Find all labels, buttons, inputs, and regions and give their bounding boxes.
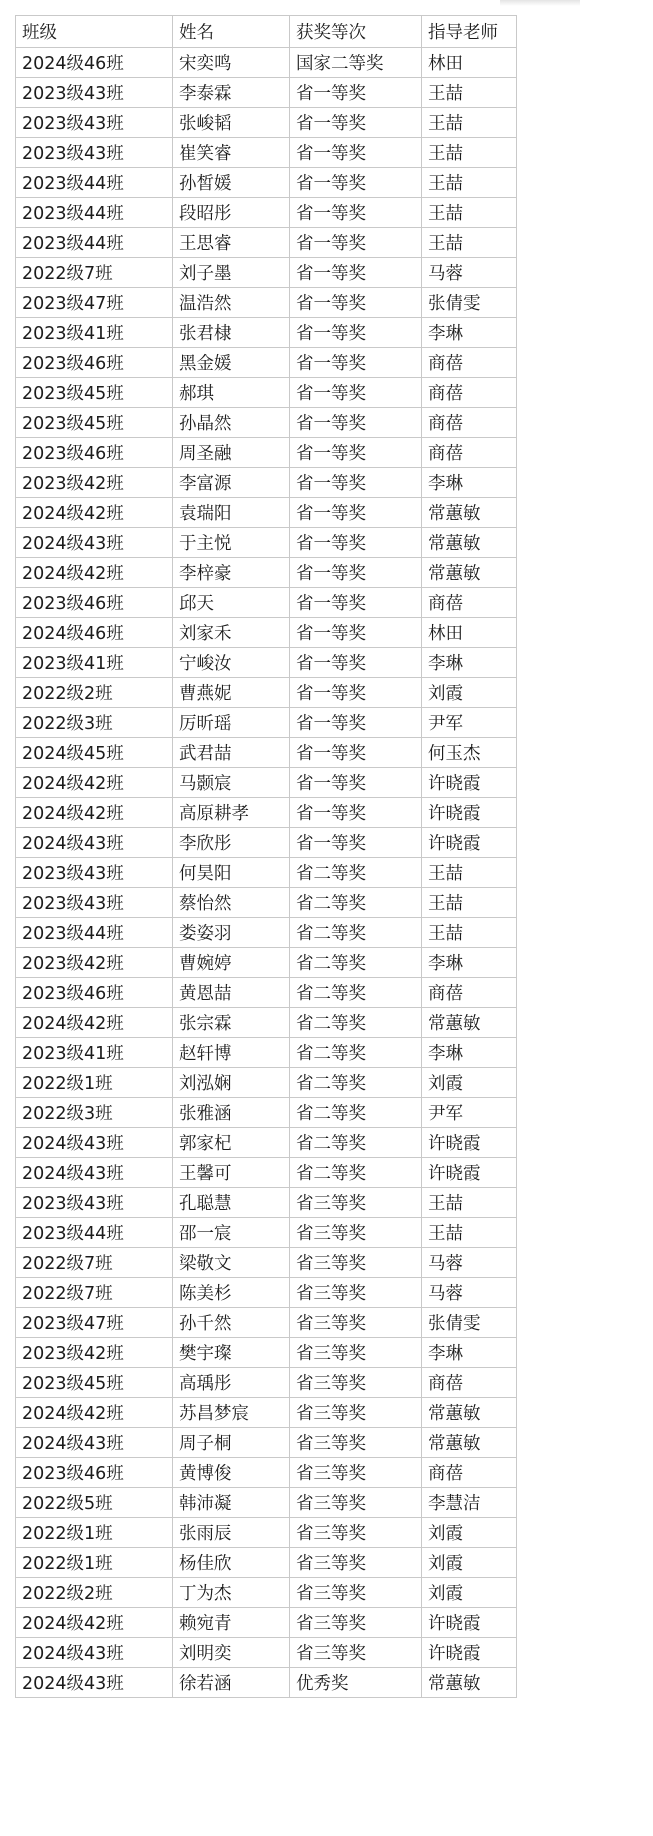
cell-award-level: 省二等奖 <box>290 1128 422 1158</box>
cell-name: 周圣融 <box>173 438 290 468</box>
cell-class: 2023级42班 <box>16 468 173 498</box>
cell-award-level: 省一等奖 <box>290 198 422 228</box>
cell-teacher: 王喆 <box>422 168 517 198</box>
cell-name: 宁峻汝 <box>173 648 290 678</box>
cell-teacher: 马蓉 <box>422 1248 517 1278</box>
cell-teacher: 刘霞 <box>422 678 517 708</box>
cell-teacher: 许晓霞 <box>422 798 517 828</box>
cell-name: 刘家禾 <box>173 618 290 648</box>
cell-award-level: 省一等奖 <box>290 678 422 708</box>
cell-name: 黄恩喆 <box>173 978 290 1008</box>
table-row <box>16 48 517 78</box>
cell-name: 李梓豪 <box>173 558 290 588</box>
cell-teacher: 商蓓 <box>422 378 517 408</box>
cell-teacher: 许晓霞 <box>422 1128 517 1158</box>
cell-name: 孔聪慧 <box>173 1188 290 1218</box>
cell-class: 2023级43班 <box>16 138 173 168</box>
table-row <box>16 1488 517 1518</box>
cell-award-level: 省二等奖 <box>290 1158 422 1188</box>
table-row <box>16 1098 517 1128</box>
cell-class: 2023级47班 <box>16 288 173 318</box>
cell-teacher: 尹军 <box>422 1098 517 1128</box>
cell-award-level: 省一等奖 <box>290 258 422 288</box>
cell-name: 李欣彤 <box>173 828 290 858</box>
cell-name: 马颢宸 <box>173 768 290 798</box>
cell-name: 段昭彤 <box>173 198 290 228</box>
table-row <box>16 1668 517 1698</box>
header-class: 班级 <box>16 16 173 48</box>
cell-teacher: 王喆 <box>422 1188 517 1218</box>
table-row <box>16 378 517 408</box>
cell-teacher: 张倩雯 <box>422 288 517 318</box>
cell-name: 邱天 <box>173 588 290 618</box>
cell-award-level: 省一等奖 <box>290 78 422 108</box>
cell-teacher: 李琳 <box>422 648 517 678</box>
cell-name: 孙皙媛 <box>173 168 290 198</box>
cell-class: 2023级44班 <box>16 918 173 948</box>
cell-award-level: 省一等奖 <box>290 168 422 198</box>
cell-award-level: 省一等奖 <box>290 528 422 558</box>
table-row <box>16 1068 517 1098</box>
cell-name: 赵轩博 <box>173 1038 290 1068</box>
cell-name: 蔡怡然 <box>173 888 290 918</box>
cell-award-level: 国家二等奖 <box>290 48 422 78</box>
cell-name: 杨佳欣 <box>173 1548 290 1578</box>
cell-class: 2024级42班 <box>16 1008 173 1038</box>
cell-class: 2023级44班 <box>16 168 173 198</box>
cell-name: 陈美杉 <box>173 1278 290 1308</box>
table-row <box>16 738 517 768</box>
cell-name: 刘明奕 <box>173 1638 290 1668</box>
cell-class: 2024级43班 <box>16 1128 173 1158</box>
cell-class: 2023级45班 <box>16 408 173 438</box>
cell-class: 2022级5班 <box>16 1488 173 1518</box>
table-row <box>16 1308 517 1338</box>
cell-teacher: 尹军 <box>422 708 517 738</box>
cell-award-level: 省三等奖 <box>290 1368 422 1398</box>
cell-class: 2024级45班 <box>16 738 173 768</box>
cell-award-level: 省一等奖 <box>290 558 422 588</box>
cell-teacher: 林田 <box>422 618 517 648</box>
cell-award-level: 省三等奖 <box>290 1518 422 1548</box>
cell-name: 张君棣 <box>173 318 290 348</box>
table-row <box>16 528 517 558</box>
cell-name: 宋奕鸣 <box>173 48 290 78</box>
table-row <box>16 678 517 708</box>
cell-award-level: 省一等奖 <box>290 648 422 678</box>
cell-teacher: 李慧洁 <box>422 1488 517 1518</box>
cell-award-level: 省三等奖 <box>290 1338 422 1368</box>
cell-award-level: 省三等奖 <box>290 1308 422 1338</box>
cell-award-level: 省一等奖 <box>290 288 422 318</box>
table-row <box>16 498 517 528</box>
table-row <box>16 198 517 228</box>
table-row <box>16 1188 517 1218</box>
cell-class: 2023级46班 <box>16 588 173 618</box>
cell-class: 2022级1班 <box>16 1548 173 1578</box>
cell-class: 2022级1班 <box>16 1068 173 1098</box>
cell-award-level: 省一等奖 <box>290 468 422 498</box>
cell-name: 张峻韬 <box>173 108 290 138</box>
cell-class: 2022级7班 <box>16 1278 173 1308</box>
table-row <box>16 888 517 918</box>
table-row <box>16 1008 517 1038</box>
cell-class: 2024级42班 <box>16 1608 173 1638</box>
cell-teacher: 王喆 <box>422 918 517 948</box>
table-header-row <box>16 16 517 48</box>
cell-name: 曹燕妮 <box>173 678 290 708</box>
table-row <box>16 288 517 318</box>
cell-award-level: 省二等奖 <box>290 948 422 978</box>
cell-name: 黑金媛 <box>173 348 290 378</box>
cell-class: 2023级43班 <box>16 78 173 108</box>
cell-name: 徐若涵 <box>173 1668 290 1698</box>
cell-award-level: 省一等奖 <box>290 588 422 618</box>
table-row <box>16 1248 517 1278</box>
cell-class: 2023级42班 <box>16 948 173 978</box>
table-row <box>16 108 517 138</box>
cell-class: 2023级44班 <box>16 228 173 258</box>
table-row <box>16 1038 517 1068</box>
cell-class: 2023级44班 <box>16 198 173 228</box>
table-row <box>16 78 517 108</box>
cell-class: 2022级7班 <box>16 258 173 288</box>
table-row <box>16 1638 517 1668</box>
table-row <box>16 798 517 828</box>
cell-award-level: 省三等奖 <box>290 1248 422 1278</box>
table-row <box>16 978 517 1008</box>
cell-class: 2024级46班 <box>16 48 173 78</box>
cell-name: 樊宇璨 <box>173 1338 290 1368</box>
cell-teacher: 张倩雯 <box>422 1308 517 1338</box>
table-row <box>16 918 517 948</box>
table-row <box>16 1548 517 1578</box>
cell-teacher: 何玉杰 <box>422 738 517 768</box>
cell-teacher: 商蓓 <box>422 1458 517 1488</box>
cell-name: 郝琪 <box>173 378 290 408</box>
cell-name: 邵一宸 <box>173 1218 290 1248</box>
cell-class: 2023级45班 <box>16 378 173 408</box>
cell-name: 温浩然 <box>173 288 290 318</box>
cell-class: 2024级46班 <box>16 618 173 648</box>
table-row <box>16 1608 517 1638</box>
cell-class: 2023级46班 <box>16 438 173 468</box>
cell-teacher: 李琳 <box>422 1338 517 1368</box>
cell-class: 2024级42班 <box>16 768 173 798</box>
cell-award-level: 省一等奖 <box>290 798 422 828</box>
cell-teacher: 王喆 <box>422 228 517 258</box>
cell-name: 高原耕孝 <box>173 798 290 828</box>
table-row <box>16 1278 517 1308</box>
table-row <box>16 468 517 498</box>
cell-name: 李富源 <box>173 468 290 498</box>
cell-name: 武君喆 <box>173 738 290 768</box>
cell-class: 2023级46班 <box>16 978 173 1008</box>
cell-award-level: 优秀奖 <box>290 1668 422 1698</box>
cell-award-level: 省二等奖 <box>290 978 422 1008</box>
cell-name: 黄博俊 <box>173 1458 290 1488</box>
table-row <box>16 138 517 168</box>
cell-teacher: 商蓓 <box>422 588 517 618</box>
cell-class: 2024级43班 <box>16 1158 173 1188</box>
table-row <box>16 708 517 738</box>
cell-award-level: 省一等奖 <box>290 738 422 768</box>
cell-class: 2023级46班 <box>16 1458 173 1488</box>
cell-teacher: 常蕙敏 <box>422 1428 517 1458</box>
cell-award-level: 省二等奖 <box>290 1038 422 1068</box>
cell-class: 2024级42班 <box>16 1398 173 1428</box>
cell-teacher: 常蕙敏 <box>422 1008 517 1038</box>
cell-teacher: 王喆 <box>422 888 517 918</box>
cell-class: 2024级42班 <box>16 558 173 588</box>
cell-name: 娄姿羽 <box>173 918 290 948</box>
cell-award-level: 省三等奖 <box>290 1398 422 1428</box>
cell-award-level: 省二等奖 <box>290 918 422 948</box>
table-row <box>16 258 517 288</box>
cell-teacher: 常蕙敏 <box>422 558 517 588</box>
cell-class: 2022级3班 <box>16 1098 173 1128</box>
cell-award-level: 省三等奖 <box>290 1578 422 1608</box>
cell-award-level: 省三等奖 <box>290 1488 422 1518</box>
cell-name: 曹婉婷 <box>173 948 290 978</box>
table-row <box>16 348 517 378</box>
cell-teacher: 常蕙敏 <box>422 1668 517 1698</box>
cell-class: 2023级41班 <box>16 318 173 348</box>
cell-teacher: 林田 <box>422 48 517 78</box>
table-row <box>16 1128 517 1158</box>
cell-teacher: 马蓉 <box>422 1278 517 1308</box>
cell-name: 厉昕瑶 <box>173 708 290 738</box>
cell-class: 2022级2班 <box>16 1578 173 1608</box>
cell-name: 韩沛凝 <box>173 1488 290 1518</box>
cell-teacher: 许晓霞 <box>422 1158 517 1188</box>
top-edge-shadow <box>500 0 580 6</box>
cell-teacher: 李琳 <box>422 468 517 498</box>
cell-teacher: 刘霞 <box>422 1068 517 1098</box>
cell-class: 2022级2班 <box>16 678 173 708</box>
cell-award-level: 省二等奖 <box>290 888 422 918</box>
cell-teacher: 李琳 <box>422 318 517 348</box>
cell-teacher: 许晓霞 <box>422 828 517 858</box>
header-name: 姓名 <box>173 16 290 48</box>
cell-teacher: 刘霞 <box>422 1518 517 1548</box>
award-table <box>15 15 517 1698</box>
cell-teacher: 李琳 <box>422 1038 517 1068</box>
cell-class: 2024级43班 <box>16 828 173 858</box>
cell-class: 2023级42班 <box>16 1338 173 1368</box>
cell-teacher: 王喆 <box>422 78 517 108</box>
cell-name: 何昊阳 <box>173 858 290 888</box>
cell-name: 孙晶然 <box>173 408 290 438</box>
cell-award-level: 省一等奖 <box>290 138 422 168</box>
table-row <box>16 1398 517 1428</box>
table-row <box>16 438 517 468</box>
cell-name: 赖宛青 <box>173 1608 290 1638</box>
cell-award-level: 省一等奖 <box>290 708 422 738</box>
cell-award-level: 省一等奖 <box>290 348 422 378</box>
cell-class: 2024级43班 <box>16 1428 173 1458</box>
cell-name: 李泰霖 <box>173 78 290 108</box>
cell-award-level: 省一等奖 <box>290 318 422 348</box>
cell-class: 2024级42班 <box>16 798 173 828</box>
cell-class: 2023级41班 <box>16 648 173 678</box>
cell-teacher: 许晓霞 <box>422 1638 517 1668</box>
cell-teacher: 王喆 <box>422 1218 517 1248</box>
table-row <box>16 1578 517 1608</box>
cell-name: 高瑀彤 <box>173 1368 290 1398</box>
cell-teacher: 许晓霞 <box>422 1608 517 1638</box>
cell-award-level: 省三等奖 <box>290 1608 422 1638</box>
cell-award-level: 省一等奖 <box>290 618 422 648</box>
cell-award-level: 省二等奖 <box>290 1098 422 1128</box>
table-row <box>16 1368 517 1398</box>
cell-teacher: 王喆 <box>422 198 517 228</box>
cell-teacher: 商蓓 <box>422 438 517 468</box>
cell-name: 苏昌梦宸 <box>173 1398 290 1428</box>
cell-name: 张宗霖 <box>173 1008 290 1038</box>
cell-name: 孙千然 <box>173 1308 290 1338</box>
cell-class: 2023级44班 <box>16 1218 173 1248</box>
table-row <box>16 1338 517 1368</box>
cell-name: 梁敬文 <box>173 1248 290 1278</box>
table-row <box>16 1518 517 1548</box>
table-body <box>16 16 517 1698</box>
cell-teacher: 刘霞 <box>422 1578 517 1608</box>
cell-class: 2022级7班 <box>16 1248 173 1278</box>
cell-name: 王思睿 <box>173 228 290 258</box>
cell-award-level: 省一等奖 <box>290 108 422 138</box>
cell-teacher: 常蕙敏 <box>422 1398 517 1428</box>
table-row <box>16 408 517 438</box>
cell-class: 2023级46班 <box>16 348 173 378</box>
table-row <box>16 558 517 588</box>
cell-teacher: 李琳 <box>422 948 517 978</box>
cell-award-level: 省一等奖 <box>290 378 422 408</box>
cell-teacher: 商蓓 <box>422 1368 517 1398</box>
cell-teacher: 常蕙敏 <box>422 528 517 558</box>
cell-class: 2022级1班 <box>16 1518 173 1548</box>
cell-name: 刘泓娴 <box>173 1068 290 1098</box>
table-row <box>16 828 517 858</box>
cell-award-level: 省二等奖 <box>290 1068 422 1098</box>
table-row <box>16 1218 517 1248</box>
cell-teacher: 常蕙敏 <box>422 498 517 528</box>
cell-award-level: 省三等奖 <box>290 1428 422 1458</box>
table-row <box>16 588 517 618</box>
cell-name: 周子桐 <box>173 1428 290 1458</box>
cell-award-level: 省一等奖 <box>290 438 422 468</box>
cell-name: 张雨辰 <box>173 1518 290 1548</box>
cell-teacher: 王喆 <box>422 858 517 888</box>
cell-class: 2024级43班 <box>16 1638 173 1668</box>
cell-award-level: 省三等奖 <box>290 1638 422 1668</box>
cell-class: 2024级43班 <box>16 1668 173 1698</box>
cell-name: 王馨可 <box>173 1158 290 1188</box>
cell-teacher: 许晓霞 <box>422 768 517 798</box>
cell-award-level: 省二等奖 <box>290 1008 422 1038</box>
cell-award-level: 省三等奖 <box>290 1218 422 1248</box>
table-row <box>16 858 517 888</box>
cell-class: 2023级43班 <box>16 888 173 918</box>
cell-award-level: 省三等奖 <box>290 1188 422 1218</box>
cell-name: 袁瑞阳 <box>173 498 290 528</box>
cell-name: 刘子墨 <box>173 258 290 288</box>
table-row <box>16 948 517 978</box>
cell-name: 于主悦 <box>173 528 290 558</box>
cell-award-level: 省三等奖 <box>290 1548 422 1578</box>
table-row <box>16 1458 517 1488</box>
cell-class: 2023级43班 <box>16 1188 173 1218</box>
cell-award-level: 省一等奖 <box>290 828 422 858</box>
cell-class: 2023级43班 <box>16 858 173 888</box>
table-row <box>16 228 517 258</box>
cell-teacher: 商蓓 <box>422 348 517 378</box>
cell-class: 2023级45班 <box>16 1368 173 1398</box>
cell-award-level: 省一等奖 <box>290 498 422 528</box>
cell-award-level: 省一等奖 <box>290 228 422 258</box>
cell-award-level: 省三等奖 <box>290 1278 422 1308</box>
cell-class: 2023级47班 <box>16 1308 173 1338</box>
table-row <box>16 168 517 198</box>
cell-teacher: 商蓓 <box>422 978 517 1008</box>
cell-name: 张雅涵 <box>173 1098 290 1128</box>
table-row <box>16 1158 517 1188</box>
cell-teacher: 王喆 <box>422 108 517 138</box>
header-award-level: 获奖等次 <box>290 16 422 48</box>
cell-award-level: 省一等奖 <box>290 408 422 438</box>
table-row <box>16 618 517 648</box>
cell-teacher: 马蓉 <box>422 258 517 288</box>
cell-class: 2022级3班 <box>16 708 173 738</box>
cell-class: 2023级43班 <box>16 108 173 138</box>
table-row <box>16 648 517 678</box>
cell-award-level: 省一等奖 <box>290 768 422 798</box>
cell-class: 2024级43班 <box>16 528 173 558</box>
cell-class: 2023级41班 <box>16 1038 173 1068</box>
cell-award-level: 省三等奖 <box>290 1458 422 1488</box>
cell-award-level: 省二等奖 <box>290 858 422 888</box>
table-row <box>16 768 517 798</box>
cell-name: 崔笑睿 <box>173 138 290 168</box>
cell-teacher: 刘霞 <box>422 1548 517 1578</box>
cell-teacher: 王喆 <box>422 138 517 168</box>
cell-name: 郭家杞 <box>173 1128 290 1158</box>
header-teacher: 指导老师 <box>422 16 517 48</box>
cell-name: 丁为杰 <box>173 1578 290 1608</box>
cell-teacher: 商蓓 <box>422 408 517 438</box>
cell-class: 2024级42班 <box>16 498 173 528</box>
table-row <box>16 1428 517 1458</box>
table-row <box>16 318 517 348</box>
